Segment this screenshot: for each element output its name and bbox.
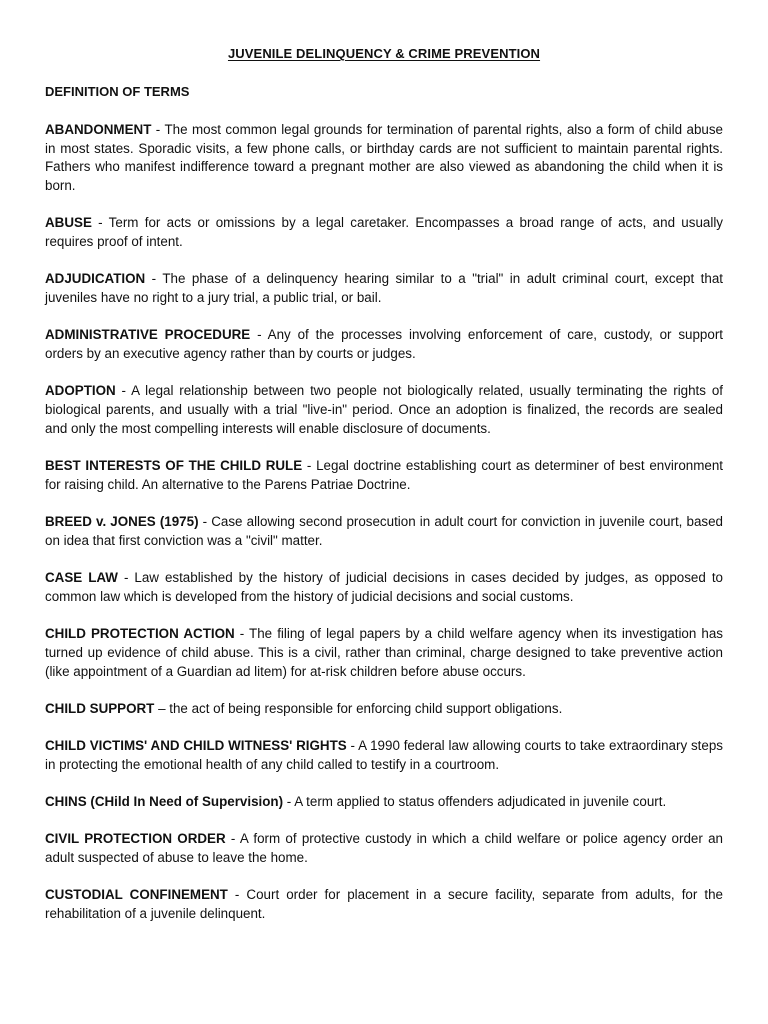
term-label: ADJUDICATION — [45, 271, 146, 287]
term-definition: - Any of the processes involving enforcement of care, custody, or support orders by an executive agency rather than by courts or judges. — [45, 327, 724, 362]
document-title: JUVENILE DELINQUENCY & CRIME PREVENTION — [227, 46, 541, 61]
term-label: ABANDONMENT — [45, 122, 152, 137]
definition-entry-custodial-confinement — [45, 886, 723, 923]
definition-entry-breed-v-jones — [45, 513, 723, 550]
definition-entry-adjudication — [45, 270, 723, 307]
term-definition: - Law established by the history of judicial decisions in cases decided by judges, as opposed to common law which is developed from the history of judicial decisions and social customs. — [45, 570, 723, 604]
term-label: ADOPTION — [45, 383, 116, 399]
term-definition: - Court order for placement in a secure facility, separate from adults, for the rehabilitation of a juvenile delinquent. — [45, 887, 723, 922]
term-definition: - A term applied to status offenders adjudicated in juvenile court. — [283, 794, 667, 810]
definition-entry-abuse — [45, 214, 723, 251]
term-definition: - Term for acts or omissions by a legal caretaker. Encompasses a broad range of acts, and usually requires proof of intent. — [45, 215, 723, 250]
term-label: ADMINISTRATIVE PROCEDURE — [45, 327, 251, 343]
term-label: CHILD VICTIMS' AND CHILD WITNESS' RIGHTS — [45, 738, 347, 754]
definition-entry-best-interests-rule — [45, 457, 723, 494]
definition-entry-child-protection-action — [45, 625, 723, 681]
term-definition: - A legal relationship between two people not biologically related, usually terminating the rights of biological parents, and usually with a trial "live-in" period. Once an adoption is finalized, the records are sealed and only the most compelling interests will enable disclosure of documents. — [45, 383, 723, 436]
term-label: CHINS (CHild In Need of Supervision) — [45, 794, 284, 810]
term-definition: - A form of protective custody in which a child welfare or police agency order an adult suspected of abuse to leave the home. — [45, 831, 723, 866]
definition-entry-chins — [45, 793, 723, 812]
term-definition: - The most common legal grounds for termination of parental rights, also a form of child abuse in most states. Sporadic visits, a few phone calls, or birthday cards are not sufficient to maintain parental rights. Fathers who manifest indifference toward a pregnant mother are also viewed as abandoning the child when it is born. — [45, 122, 723, 194]
term-definition: - A 1990 federal law allowing courts to take extraordinary steps in protecting the emotional health of any child called to testify in a courtroom. — [45, 738, 723, 772]
definition-entry-child-support — [45, 700, 723, 719]
section-heading: DEFINITION OF TERMS — [45, 84, 190, 99]
term-label: BEST INTERESTS OF THE CHILD RULE — [45, 458, 303, 474]
term-label: CIVIL PROTECTION ORDER — [45, 831, 226, 847]
term-label: CHILD PROTECTION ACTION — [45, 626, 235, 642]
term-definition: - The phase of a delinquency hearing similar to a "trial" in adult criminal court, except that juveniles have no right to a jury trial, a public trial, or bail. — [45, 271, 723, 306]
definition-list — [45, 121, 723, 942]
definition-entry-case-law — [45, 569, 723, 606]
term-definition: - The filing of legal papers by a child welfare agency when its investigation has turned up evidence of child abuse. This is a civil, rather than criminal, charge designed to take preventive action (like appointment of a Guardian ad litem) for at-risk children before abuse occurs. — [45, 626, 723, 679]
definition-entry-adoption — [45, 382, 723, 438]
definition-entry-civil-protection-order — [45, 830, 723, 867]
definition-entry-child-victims-rights — [45, 737, 723, 774]
term-label: CHILD SUPPORT — [45, 700, 155, 716]
definition-entry-administrative-procedure — [45, 326, 723, 363]
term-label: CASE LAW — [45, 570, 118, 586]
term-label: CUSTODIAL CONFINEMENT — [45, 887, 228, 903]
term-label: ABUSE — [45, 215, 92, 231]
term-definition: - Legal doctrine establishing court as determiner of best environment for raising child. An alternative to the Parens Patriae Doctrine. — [45, 458, 724, 492]
term-definition: – the act of being responsible for enforcing child support obligations. — [154, 700, 563, 716]
term-definition: - Case allowing second prosecution in adult court for conviction in juvenile court, based on idea that first conviction was a "civil" matter. — [45, 514, 723, 548]
term-label: BREED v. JONES (1975) — [45, 514, 199, 530]
definition-entry-abandonment — [45, 121, 723, 196]
